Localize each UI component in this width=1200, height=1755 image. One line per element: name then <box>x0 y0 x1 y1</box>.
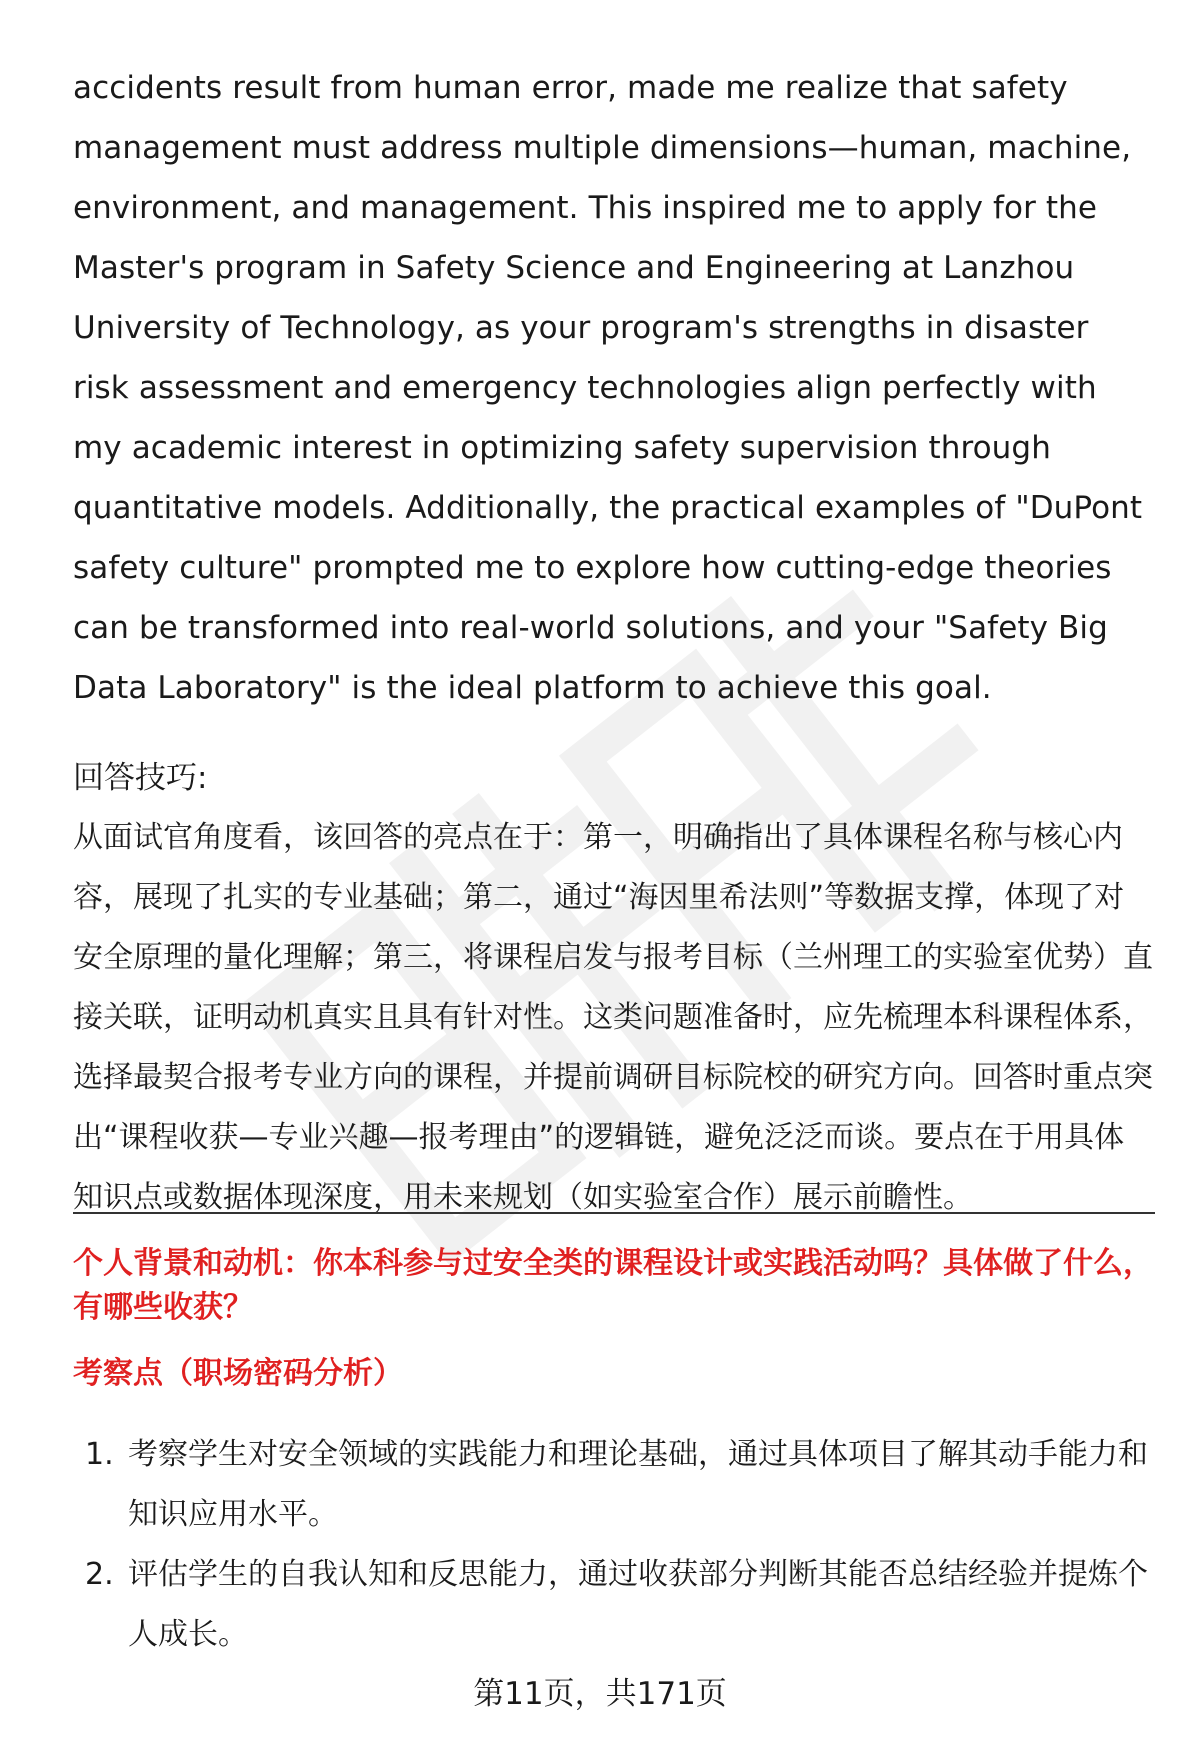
page-footer: 第11页，共171页 <box>473 1676 727 1712</box>
list-item-text: 评估学生的自我认知和反思能力，通过收获部分判断其能否总结经验并提炼个人成长。 <box>128 1557 1148 1652</box>
section-heading: 考察点（职场密码分析） <box>73 1356 403 1391</box>
list-item <box>73 1545 1155 1665</box>
section-divider <box>73 1212 1155 1214</box>
tips-paragraph: 从面试官角度看，该回答的亮点在于：第一，明确指出了具体课程名称与核心内容，展现了扎实的专业基础；第二，通过“海因里希法则”等数据支撑，体现了对安全原理的量化理解；第三，将课程启发与报考目标（兰州理工的实验室优势）直接关联，证明动机真实且具有针对性。这类问题准备时，应先梳理本科课程体系，选择最契合报考专业方向的课程，并提前调研目标院校的研究方向。回答时重点突出“课程收获—专业兴趣—报考理由”的逻辑链，避免泛泛而谈。要点在于用具体知识点或数据体现深度，用未来规划（如实验室合作）展示前瞻性。 <box>73 820 1153 1215</box>
points-list <box>73 1425 1155 1665</box>
list-item-text: 考察学生对安全领域的实践能力和理论基础，通过具体项目了解其动手能力和知识应用水平。 <box>128 1437 1148 1532</box>
tips-label: 回答技巧: <box>73 760 208 796</box>
list-item <box>73 1425 1155 1545</box>
question-heading: 个人背景和动机：你本科参与过安全类的课程设计或实践活动吗？具体做了什么，有哪些收获？ <box>73 1246 1153 1325</box>
english-paragraph: accidents result from human error, made me realize that safety management must address multiple dimensions—human, machine, environment, and management. This inspired me to apply for the Master's program in Safety Science and Engineering at Lanzhou University of Technology, as your program's strengths in disaster risk assessment and emergency technologies align perfectly with my academic interest in optimizing safety supervision through quantitative models. Additionally, the practical examples of "DuPont safety culture" prompted me to explore how cutting-edge theories can be transformed into real-world solutions, and your "Safety Big Data Laboratory" is the ideal platform to achieve this goal. <box>73 70 1143 706</box>
list-item-number: 2. <box>85 1557 114 1592</box>
list-item-number: 1. <box>85 1437 114 1472</box>
page-body <box>73 58 1153 1228</box>
